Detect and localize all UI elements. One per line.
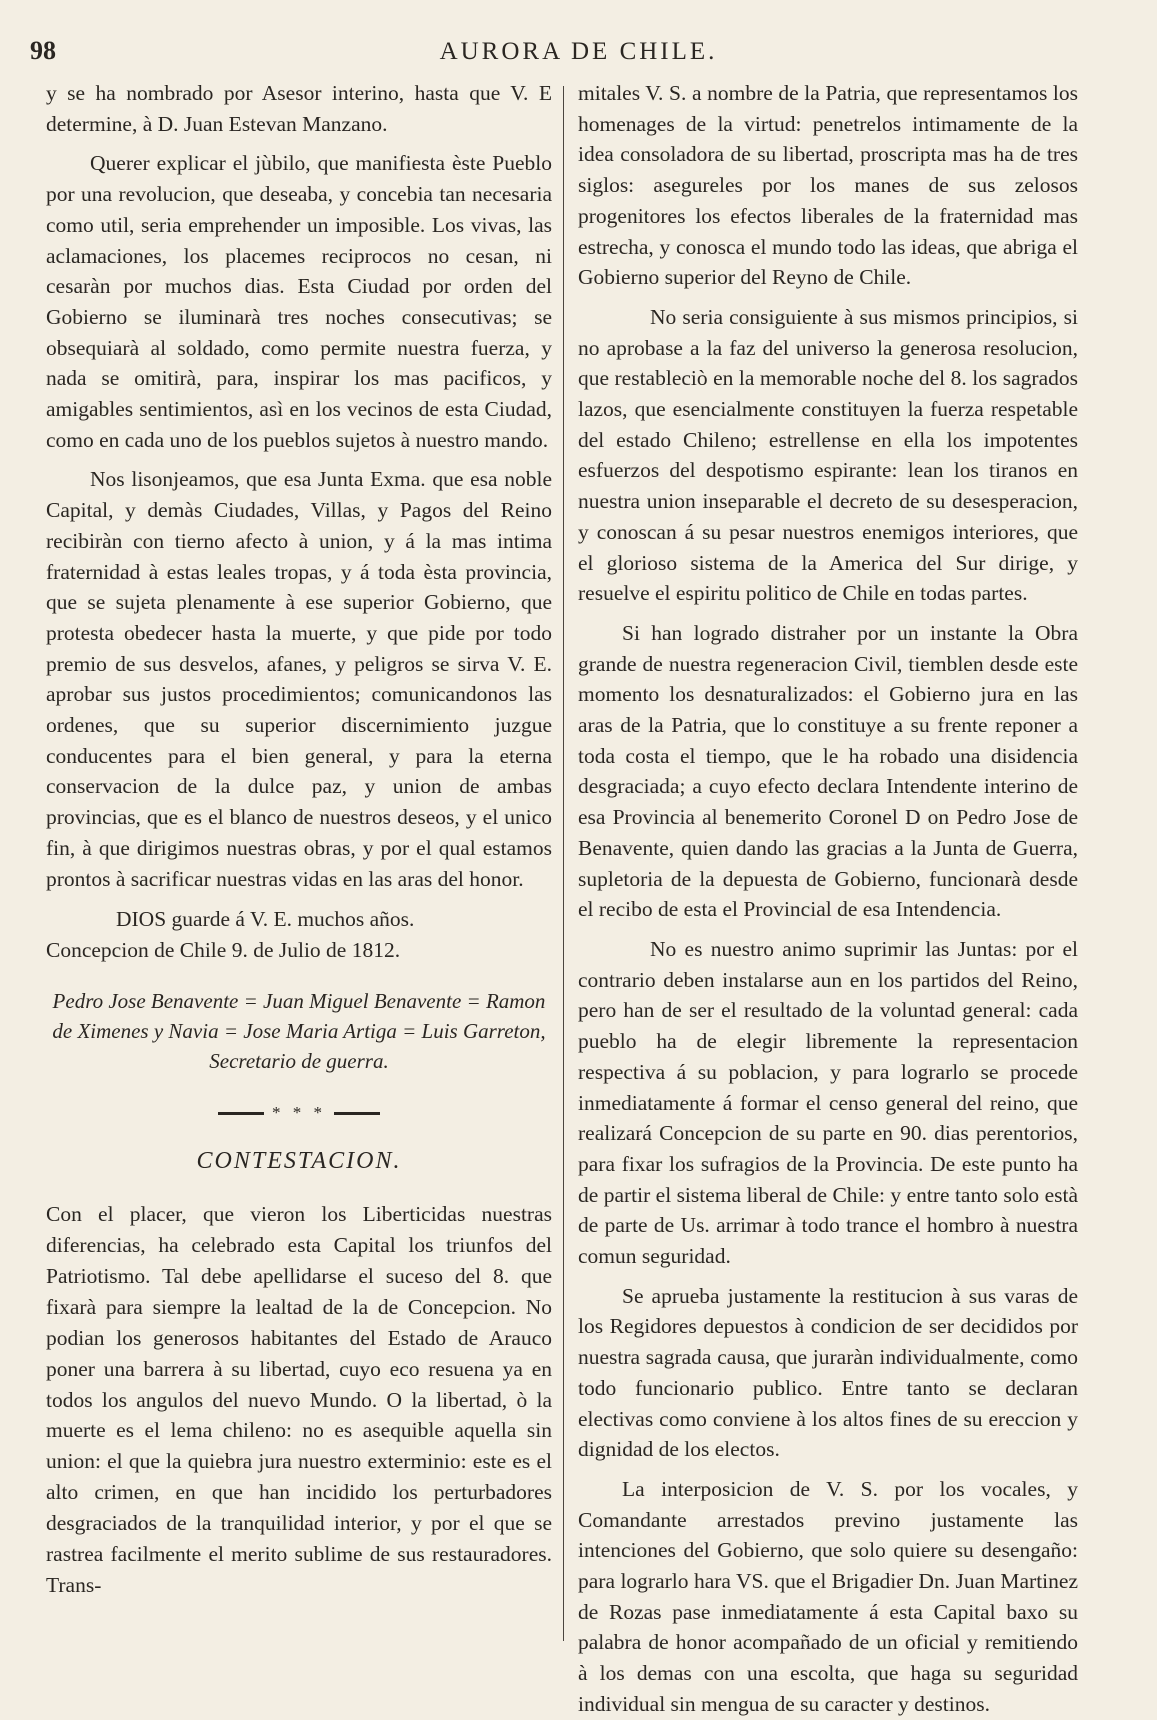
paragraph: Nos lisonjeamos, que esa Junta Exma. que esa noble Capital, y demàs Ciudades, Villas, y Pagos del Reino recibiràn con tierno afecto à union, y á la mas intima fraternidad à estas leales tropas, y á toda èsta provincia, que se sujeta plenamente à ese superior Gobierno, que protesta obedecer hasta la muerte, y que pide por todo premio de sus desvelos, afanes, y peligros se sirva V. E. aprobar sus justos procedimientos; comunicandonos las ordenes, que su superior discernimiento juzgue conducentes para el bien general, y para la eterna conservacion de la dulce paz, y union de ambas provincias, que es el blanco de nuestros deseos, y el unico fin, à que dirigimos nuestras obras, y por el qual estamos prontos à sacrificar nuestras vidas en las aras del honor.	[46, 467, 552, 891]
paragraph: No seria consiguiente à sus mismos principios, si no aprobase a la faz del universo la generosa resolucion, que restableciò en la memorable noche del 8. los sagrados lazos, que esencialmente constituyen la fuerza respetable del estado Chileno; estrellense en ella los impotentes esfuerzos del despotismo espirante: lean los tiranos en nuestra union inseparable el decreto de su desesperacion, y conoscan á su pesar nuestros enemigos interiores, que el glorioso sistema de la America del Sur dirige, y resuelve el espiritu politico de Chile en todas partes.	[578, 304, 1078, 606]
column-divider	[563, 86, 564, 1641]
paragraph: Se aprueba justamente la restitucion à sus varas de los Regidores depuestos à condicion de ser decididos por nuestra sagrada causa, que juraràn individualmente, como todo funcionario publico. Entre tanto se declaran electivas como conviene à los altos fines de su ereccion y dignidad de los electos.	[578, 1283, 1078, 1462]
running-title: AURORA DE CHILE.	[439, 38, 718, 65]
paragraph: La interposicion de V. S. por los vocales, y Comandante arrestados previno justamente las intenciones del Gobierno, que solo quiere su desengaño: para lograrlo hara VS. que el Brigadier Dn. Juan Martinez de Rozas pase inmediatamente á esta Capital baxo su palabra de honor acompañado de un oficial y remitiendo à los demas con una escolta, que haga su seguridad individual sin mengua de su caracter y destinos.	[578, 1476, 1078, 1716]
ornament-stars: * * *	[272, 1102, 326, 1122]
left-column	[46, 78, 552, 1601]
paragraph: Con el placer, que vieron los Liberticidas nuestras diferencias, ha celebrado esta Capital los triunfos del Patriotismo. Tal debe apellidarse el suceso del 8. que fixarà para siempre la lealtad de la de Concepcion. No podian los generosos habitantes del Estado de Arauco poner una barrera à su libertad, cuyo eco resuena ya en todos los angulos del nuevo Mundo. O la libertad, ò la muerte es el lema chileno: no es asequible aquella sin union: el que la quiebra jura nuestro exterminio: este es el alto crimen, en que han incidido los perturbadores desgraciados de la tranquilidad interior, y por el que se rastrea facilmente el merito sublime de sus restauradores. Trans-	[46, 1202, 552, 1597]
closing-salutation: DIOS guarde á V. E. muchos años.	[116, 907, 415, 932]
paragraph: Querer explicar el jùbilo, que manifiesta èste Pueblo por una revolucion, que deseaba, y concebia tan necesaria como util, seria emprehender un imposible. Los vivas, las aclamaciones, los placemes reciprocos no cesan, ni cesaràn por muchos dias. Esta Ciudad por orden del Gobierno se iluminarà tres noches consecutivas; se obsequiarà al soldado, como permite nuestra fuerza, y nada se omitirà, para, inspirar los mas pacificos, y amigables sentimientos, asì en los vecinos de esta Ciudad, como en cada uno de los pueblos sujetos à nuestro mando.	[46, 151, 552, 452]
paragraph: mitales V. S. a nombre de la Patria, que representamos los homenages de la virtud: penetrelos intimamente de la idea consoladora de su libertad, proscripta mas ha de tres siglos: asegureles por los manes de sus zelosos progenitores los efectos liberales de la fraternidad mas estrecha, y conosca el mundo todo las ideas, que abriga el Gobierno superior del Reyno de Chile.	[578, 81, 1078, 290]
paragraph: y se ha nombrado por Asesor interino, hasta que V. E determine, à D. Juan Estevan Manzano.	[46, 81, 552, 136]
section-ornament	[46, 1098, 552, 1129]
page-header	[0, 30, 1157, 70]
section-title: CONTESTACION.	[196, 1148, 402, 1175]
place-date: Concepcion de Chile 9. de Julio de 1812.	[46, 937, 401, 962]
page-number: 98	[30, 36, 56, 65]
right-column	[578, 78, 1078, 1720]
paragraph: Si han logrado distraher por un instante la Obra grande de nuestra regeneracion Civil, tiemblen desde este momento los desnaturalizados: el Gobierno jura en las aras de la Patria, que lo constituye a su frente reponer a toda costa el tiempo, que le ha robado una disidencia desgraciada; a cuyo efecto declara Intendente interino de esa Provincia al benemerito Coronel D on Pedro Jose de Benavente, quien dando las gracias a la Junta de Guerra, supletoria de la depuesta de Gobierno, funcionarà desde el recibo de esta el Provincial de esa Intendencia.	[578, 620, 1078, 922]
signatures: Pedro Jose Benavente = Juan Miguel Benavente = Ramon de Ximenes y Navia = Jose Maria Artiga = Luis Garreton, Secretario de guerra.	[52, 988, 546, 1073]
paragraph: No es nuestro animo suprimir las Juntas: por el contrario deben instalarse aun en los partidos del Reino, pero han de ser el resultado de la voluntad general: cada pueblo ha de elegir libremente la representacion respectiva á su poblacion, y para lograrlo se procede inmediatamente á formar el censo general del reino, que realizará Concepcion de su parte en 90. dias perentorios, para fixar los sufragios de la Provincia. De este punto ha de partir el sistema liberal de Chile: y entre tanto solo està de parte de Us. arrimar à todo trance el hombro à nuestra comun seguridad.	[578, 936, 1078, 1269]
